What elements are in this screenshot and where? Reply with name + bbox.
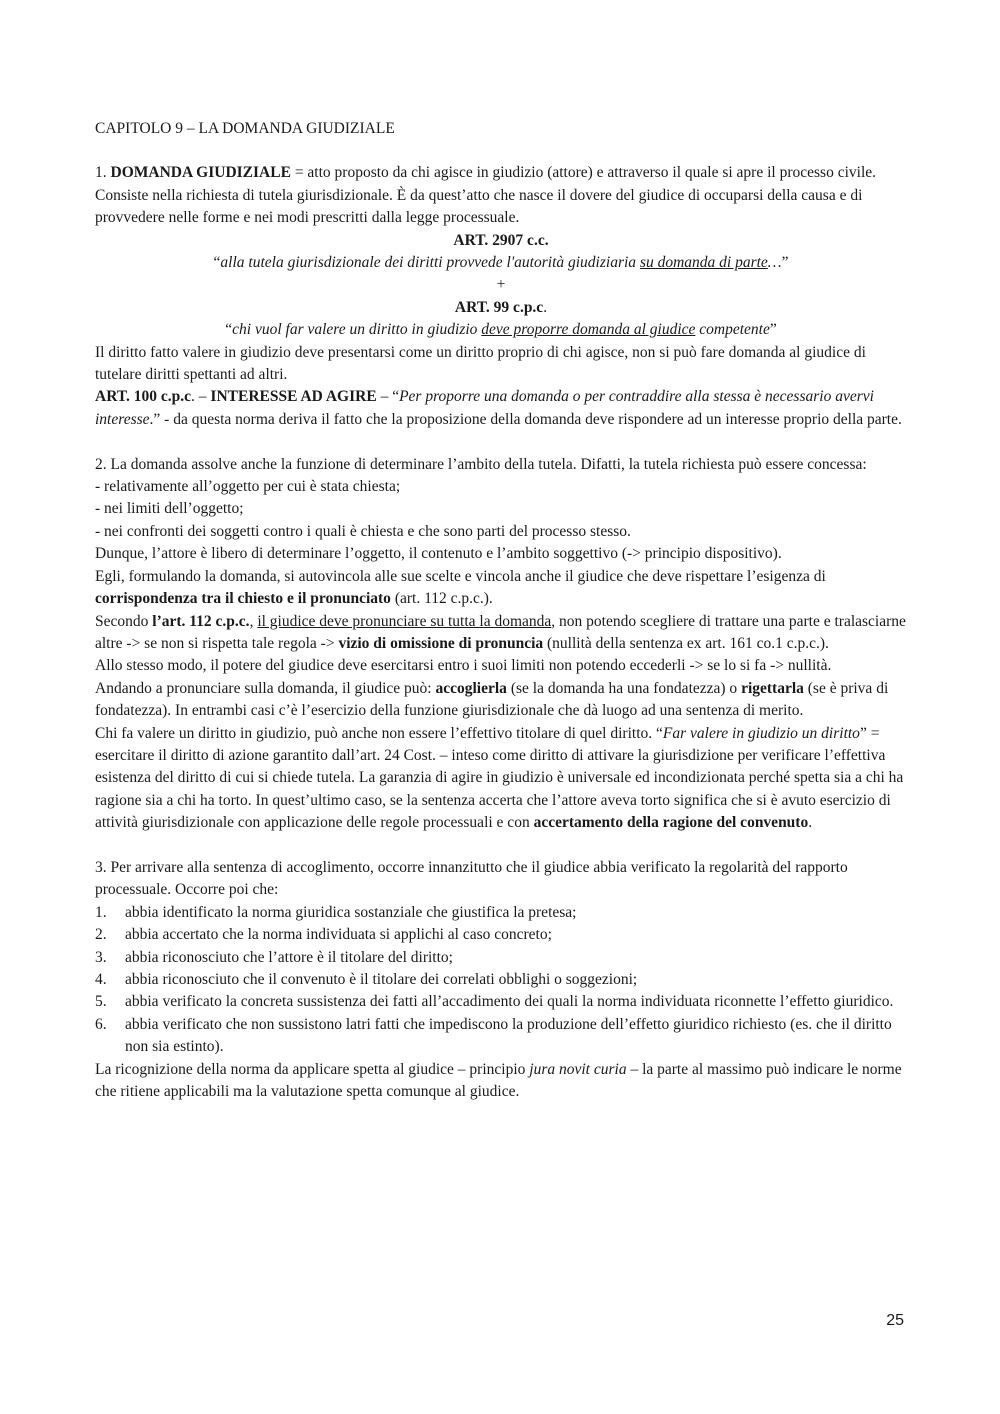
definition-text: = atto proposto da chi agisce in giudizio (attore) e attraverso il quale si apre il processo civile. Consiste nella richiesta di tutela giurisdizionale. È da quest’atto che nasce il dovere del giudice di occuparsi della causa e di provvedere nelle forme e nei modi prescritti dalla legge processuale.	[95, 164, 877, 227]
article-99-dot: .	[543, 298, 548, 316]
quote-text: alla tutela giurisdizionale dei diritti provvede l'autorità giudiziaria	[220, 254, 640, 272]
quote-open: “	[225, 321, 233, 339]
text: (se la domanda ha una fondatezza) o	[506, 679, 742, 697]
article-112-label: l’art. 112 c.p.c.	[152, 612, 250, 630]
section-2-intro: 2. La domanda assolve anche la funzione di determinare l’ambito della tutela. Difatti, la tutela richiesta può essere concessa:	[95, 455, 867, 473]
text: (art. 112 c.p.c.).	[390, 590, 493, 608]
spacer	[95, 835, 907, 857]
term-accertamento: accertamento della ragione del convenuto	[533, 814, 809, 832]
term-interesse-ad-agire: INTERESSE AD AGIRE	[210, 388, 377, 406]
item-number: 6.	[95, 1015, 107, 1033]
section-number: 1.	[95, 164, 111, 182]
text: (nullità della sentenza ex art. 161 co.1 c.p.c.).	[543, 634, 829, 652]
item-number: 4.	[95, 971, 107, 988]
text: ,	[249, 612, 258, 630]
text: (se è priva di fondatezza). In entrambi casi c’è l’esercizio della funzione giurisdizionale che dà luogo ad una sentenza di merito.	[95, 679, 889, 720]
item-number: 2.	[95, 926, 107, 944]
paragraph-art-100	[95, 386, 907, 431]
text: , non potendo scegliere di trattare una parte e tralasciarne altre -> se non si rispetta tale regola ->	[95, 612, 906, 652]
list-item	[95, 902, 907, 924]
item-text: abbia verificato la concreta sussistenza dei fatti all’accadimento dei quali la norma individuata riconnette l’effetto giuridico.	[125, 993, 894, 1011]
article-99-heading	[95, 297, 907, 319]
paragraph-allo-stesso-modo: Allo stesso modo, il potere del giudice deve esercitarsi entro i suoi limiti non potendo eccederli -> se lo si fa -> nullità.	[95, 657, 832, 675]
spacer	[95, 431, 907, 453]
separator: – “	[376, 388, 400, 406]
list-item: - nei limiti dell’oggetto;	[95, 500, 244, 518]
item-text: abbia riconosciuto che il convenuto è il titolare dei correlati obblighi o soggezioni;	[125, 971, 638, 988]
italic-text: Far valere in giudizio un diritto	[662, 724, 860, 742]
text: ” = esercitare il diritto di azione garantito dall’art. 24 Cost. – inteso come diritto di attivare la giurisdizione per verificare l’effettiva esistenza del diritto di cui si chiede tutela. La garanzia di agire in giudizio è universale ed incondizionata perché spetta sia a chi ha ragione sia a chi ha torto. In quest’ultimo caso, se la sentenza accerta che l’attore aveva torto significa che si è avuto esercizio di attività giurisdizionale con applicazione delle regole processuali e con	[95, 724, 904, 832]
quote-open: “	[213, 254, 221, 272]
term-domanda-giudiziale: DOMANDA GIUDIZIALE	[110, 164, 291, 182]
list-item: - relativamente all’oggetto per cui è stata chiesta;	[95, 478, 401, 496]
section-1-definition	[95, 162, 907, 229]
separator: . –	[191, 388, 211, 406]
paragraph-ricognizione	[95, 1059, 907, 1104]
text: – la parte al massimo può indicare le norme che ritiene applicabili ma la valutazione spetta comunque al giudice.	[95, 1060, 902, 1101]
text: Secondo	[95, 612, 153, 630]
item-text: abbia riconosciuto che l’attore è il titolare del diritto;	[125, 948, 453, 966]
text: Chi fa valere un diritto in giudizio, può anche non essere l’effettivo titolare di quel diritto. “	[95, 724, 663, 742]
numbered-list	[95, 902, 907, 1059]
term-rigettarla: rigettarla	[741, 679, 804, 697]
article-2907-heading: ART. 2907 c.c.	[453, 231, 549, 249]
paragraph-egli	[95, 566, 907, 611]
item-number: 3.	[95, 948, 107, 966]
term-jura-novit-curia: jura novit curia	[529, 1060, 627, 1078]
plus-sign: +	[496, 276, 506, 294]
item-number: 5.	[95, 993, 107, 1011]
list-item: - nei confronti dei soggetti contro i quali è chiesta e che sono parti del processo stesso.	[95, 522, 631, 540]
text: Andando a pronunciare sulla domanda, il giudice può:	[95, 679, 436, 697]
item-number: 1.	[95, 903, 107, 921]
page-number: 25	[886, 1312, 904, 1329]
article-99-label: ART. 99 c.p.c	[454, 298, 544, 316]
list-item	[95, 947, 907, 969]
chapter-title: CAPITOLO 9 – LA DOMANDA GIUDIZIALE	[95, 120, 395, 137]
paragraph-chi-fa-valere	[95, 723, 907, 835]
article-100-explanation: .” - da questa norma deriva il fatto che la proposizione della domanda deve rispondere ad un interesse proprio della parte.	[149, 410, 902, 428]
article-99-quote	[95, 319, 907, 341]
list-item	[95, 924, 907, 946]
text: .	[808, 814, 813, 832]
list-item	[95, 991, 907, 1013]
quote-text: chi vuol far valere un diritto in giudizio	[232, 321, 482, 339]
quote-ellipsis: …	[767, 254, 782, 272]
paragraph-diritto-proprio: Il diritto fatto valere in giudizio deve presentarsi come un diritto proprio di chi agisce, non si può fare domanda al giudice di tutelare diritti spettanti ad altri.	[95, 343, 866, 384]
quote-close: ”	[769, 321, 777, 339]
article-100-label: ART. 100 c.p.c	[95, 388, 192, 406]
list-item	[95, 1014, 907, 1059]
list-item	[95, 969, 907, 991]
item-text: abbia accertato che la norma individuata si applichi al caso concreto;	[125, 926, 552, 944]
paragraph-art-112	[95, 611, 907, 656]
item-text: abbia identificato la norma giuridica sostanziale che giustifica la pretesa;	[125, 903, 577, 921]
text: Egli, formulando la domanda, si autovincola alle sue scelte e vincola anche il giudice che deve rispettare l’esigenza di	[95, 567, 826, 585]
item-text: abbia verificato che non sussistono latri fatti che impediscono la produzione dell’effetto giuridico richiesto (es. che il diritto non sia estinto).	[125, 1015, 892, 1056]
section-3-intro: 3. Per arrivare alla sentenza di accoglimento, occorre innanzitutto che il giudice abbia verificato la regolarità del rapporto processuale. Occorre poi che:	[95, 858, 848, 899]
quote-text-end: competente	[695, 321, 770, 339]
quote-close: ”	[781, 254, 789, 272]
paragraph-andando	[95, 678, 907, 723]
term-corrispondenza: corrispondenza tra il chiesto e il pronunciato	[95, 590, 391, 608]
document-page	[95, 118, 907, 1103]
term-accoglierla: accoglierla	[435, 679, 507, 697]
paragraph-dunque: Dunque, l’attore è libero di determinare l’oggetto, il contenuto e l’ambito soggettivo (-> principio dispositivo).	[95, 545, 782, 563]
quote-underlined: su domanda di parte	[639, 254, 768, 272]
text: La ricognizione della norma da applicare spetta al giudice – principio	[95, 1060, 530, 1078]
underlined-text: il giudice deve pronunciare su tutta la domanda	[257, 612, 552, 630]
article-100-quote: Per proporre una domanda o per contraddire alla stessa è necessario avervi interesse	[95, 388, 874, 428]
term-vizio-omissione: vizio di omissione di pronuncia	[338, 634, 544, 652]
quote-underlined: deve proporre domanda al giudice	[481, 321, 696, 339]
article-2907-quote	[95, 252, 907, 274]
